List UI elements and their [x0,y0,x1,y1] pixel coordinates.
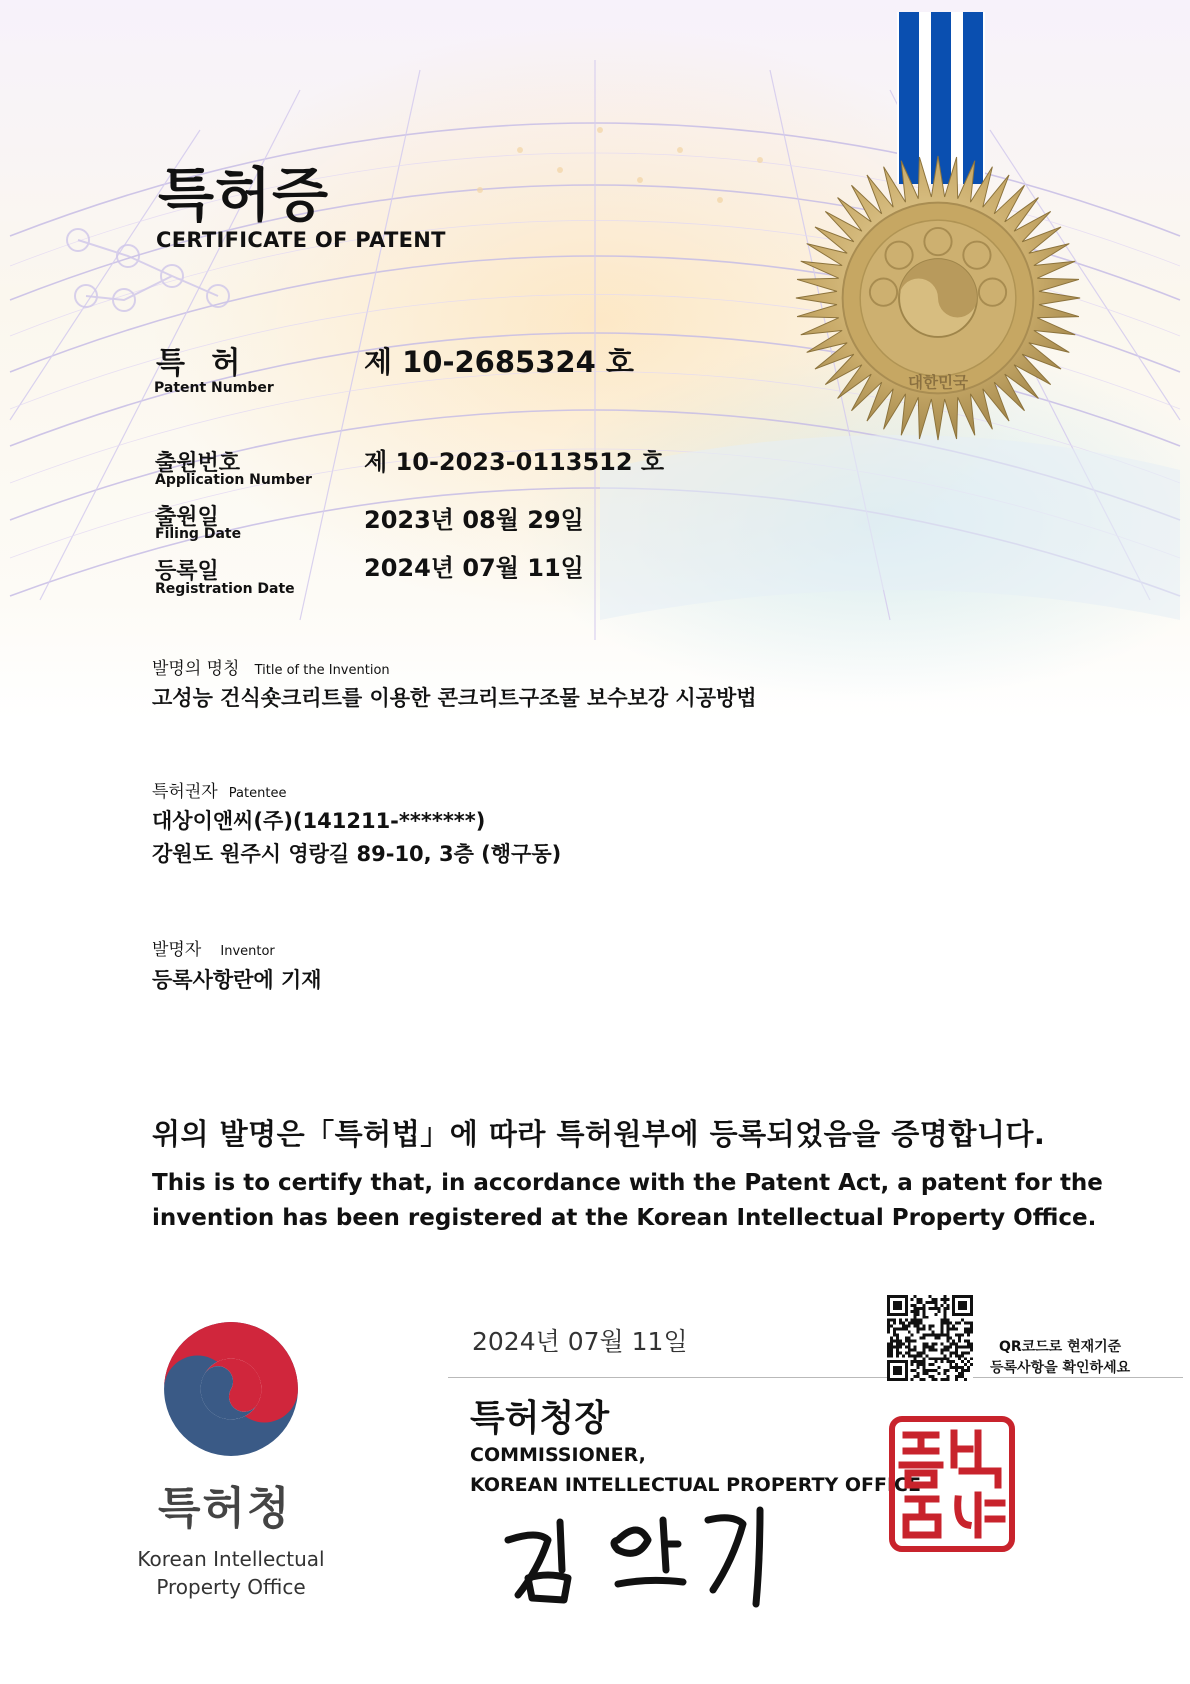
application-number-label-en: Application Number [155,472,312,488]
patentee-label-ko: 특허권자 [152,782,218,802]
certificate-title-en: CERTIFICATE OF PATENT [156,228,446,252]
registration-date-label-en: Registration Date [155,581,295,597]
patent-number-label-en: Patent Number [154,380,274,396]
registration-date-value: 2024년 07월 11일 [364,554,584,582]
qr-caption-line1: QR코드로 현재기준 [998,1339,1122,1355]
inventor-heading [152,935,275,960]
patent-number-label-ko: 특 허 [156,346,249,381]
invention-title-value: 고성능 건식숏크리트를 이용한 콘크리트구조물 보수보강 시공방법 [152,686,757,710]
filing-date-label-en: Filing Date [155,526,242,542]
application-number-label-ko: 출원번호 [155,451,241,476]
patent-number-value: 제 10-2685324 호 [364,345,634,379]
inventor-label-ko: 발명자 [152,940,202,960]
invention-title-heading [152,654,390,679]
qr-caption-line2: 등록사항을 확인하세요 [990,1360,1131,1376]
filing-date-value: 2023년 08월 29일 [364,506,584,534]
office-name-en-line2: Property Office [156,1575,306,1599]
gold-seal-icon [792,152,1084,444]
patentee-heading [152,777,286,802]
filing-date-label-ko: 출원일 [155,505,219,530]
patentee-label-en: Patentee [228,786,287,801]
qr-caption [990,1337,1130,1379]
registration-date-label-ko: 등록일 [155,559,219,584]
commissioner-title-ko: 특허청장 [470,1398,610,1439]
certificate-title-ko: 특허증 [158,161,330,229]
certification-statement-ko: 위의 발명은「특허법」에 따라 특허원부에 등록되었음을 증명합니다. [152,1117,1046,1151]
certification-statement-en [152,1166,1103,1236]
invention-title-label-ko: 발명의 명칭 [152,659,240,679]
office-name-en [126,1545,336,1601]
office-name-ko: 특허청 [158,1483,292,1534]
official-stamp [888,1415,1016,1553]
seal-text: 대한민국 [907,373,969,392]
commissioner-signature [498,1500,778,1610]
commissioner-title-en-line2: KOREAN INTELLECTUAL PROPERTY OFFICE [470,1474,921,1496]
certification-statement-en-line1: This is to certify that, in accordance with the Patent Act, a patent for the [152,1170,1103,1196]
patentee-address: 강원도 원주시 영랑길 89-10, 3층 (행구동) [152,842,562,866]
inventor-value: 등록사항란에 기재 [152,968,322,992]
commissioner-title-en [470,1440,921,1500]
invention-title-label-en: Title of the Invention [254,663,390,678]
inventor-label-en: Inventor [220,944,275,959]
taegeuk-emblem-icon [160,1318,302,1460]
certification-statement-en-line2: invention has been registered at the Korean Intellectual Property Office. [152,1205,1097,1231]
office-name-en-line1: Korean Intellectual [137,1547,325,1571]
issue-date: 2024년 07월 11일 [472,1327,688,1356]
commissioner-title-en-line1: COMMISSIONER, [470,1444,646,1466]
patentee-name: 대상이앤씨(주)(141211-*******) [152,809,486,833]
application-number-value: 제 10-2023-0113512 호 [364,448,665,476]
qr-code[interactable] [887,1295,973,1381]
